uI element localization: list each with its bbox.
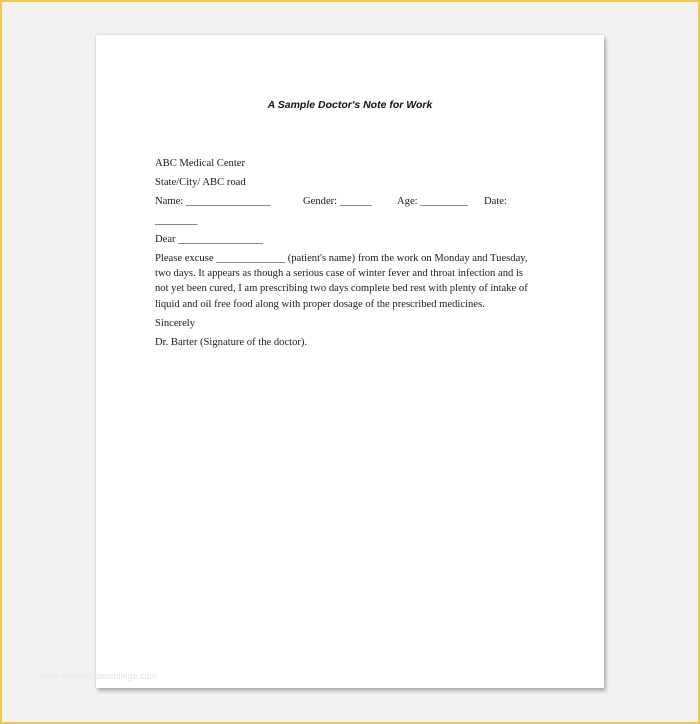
closing: Sincerely bbox=[155, 317, 196, 329]
date-blank: ________ bbox=[155, 215, 198, 226]
date-field: Date: bbox=[484, 196, 507, 207]
watermark-text: www.flaschristiancollege.com bbox=[40, 671, 158, 681]
document-page bbox=[96, 35, 604, 688]
org-address: State/City/ ABC road bbox=[155, 177, 246, 188]
patient-fields-row bbox=[155, 194, 555, 209]
letter-body bbox=[155, 156, 555, 354]
paragraph-line: not yet been cured, I am prescribing two days complete bed rest with plenty of intake of bbox=[155, 283, 528, 295]
paragraph-line: liquid and oil free food along with proper dosage of the prescribed medicines. bbox=[155, 298, 485, 310]
gender-field: Gender: ______ bbox=[303, 196, 372, 207]
signature: Dr. Barter (Signature of the doctor). bbox=[155, 336, 308, 348]
salutation: Dear ________________ bbox=[155, 234, 263, 245]
org-name: ABC Medical Center bbox=[155, 158, 246, 169]
age-field: Age: _________ bbox=[397, 196, 468, 207]
excuse-paragraph bbox=[155, 251, 555, 312]
paragraph-line: Please excuse _____________ (patient's name) from the work on Monday and Tuesday, bbox=[155, 253, 528, 264]
document-title: A Sample Doctor's Note for Work bbox=[267, 99, 433, 111]
paragraph-line: two days. It appears as though a serious case of winter fever and throat infection and is bbox=[155, 268, 524, 280]
name-field: Name: ________________ bbox=[155, 196, 271, 207]
